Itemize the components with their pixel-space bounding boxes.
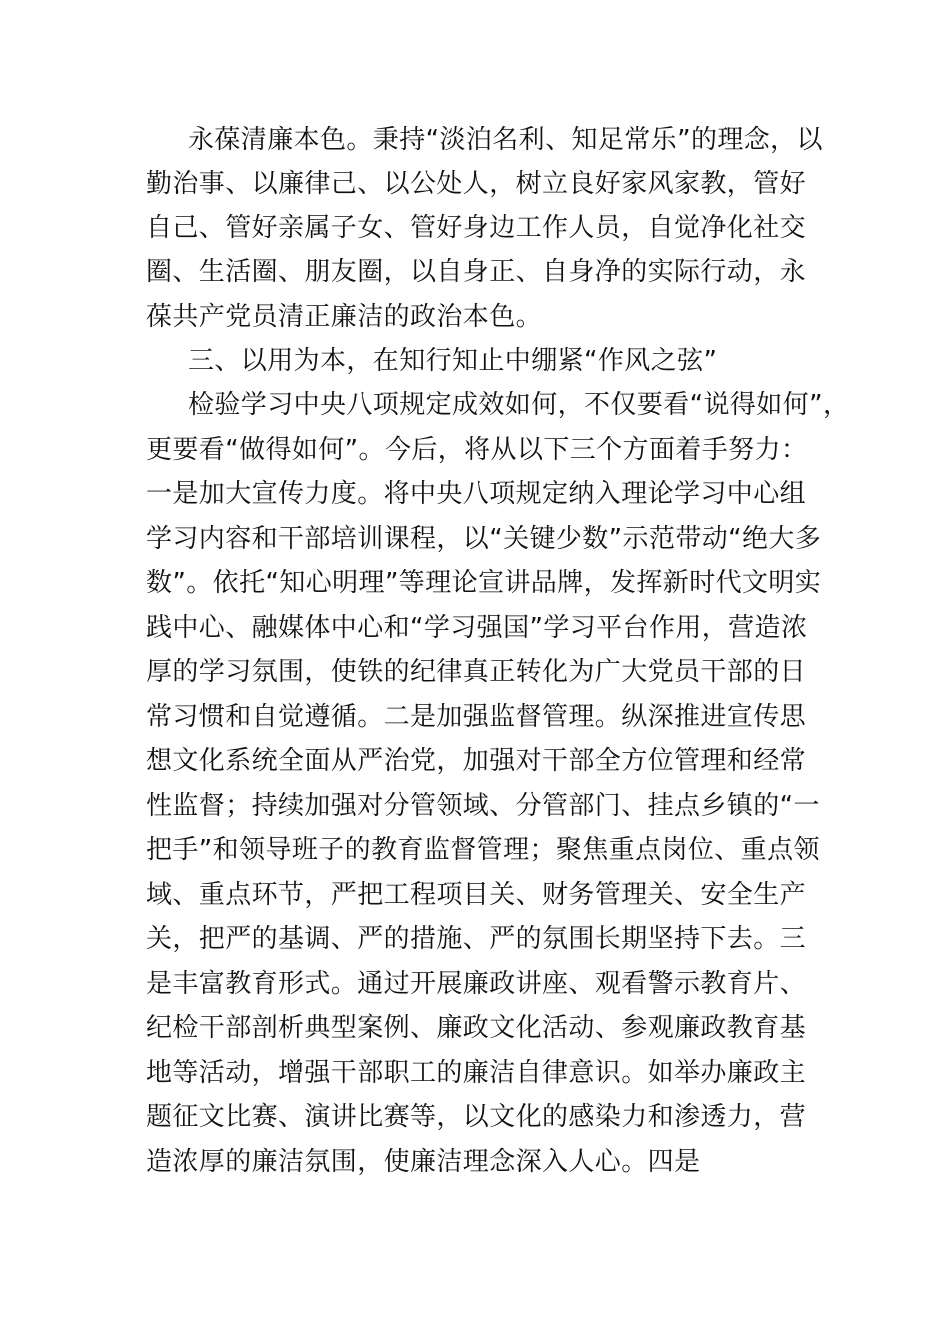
text-line: 域、重点环节，严把工程项目关、财务管理关、安全生产 <box>146 880 807 910</box>
text-line: 厚的学习氛围，使铁的纪律真正转化为广大党员干部的日 <box>146 657 807 687</box>
text-line: 永葆清廉本色。秉持“淡泊名利、知足常乐”的理念，以 <box>188 125 823 155</box>
text-line: 纪检干部剖析典型案例、廉政文化活动、参观廉政教育基 <box>146 1013 807 1043</box>
text-line: 把手”和领导班子的教育监督管理；聚焦重点岗位、重点领 <box>146 835 820 865</box>
text-line: 勤治事、以廉律己、以公处人，树立良好家风家教，管好 <box>146 169 807 199</box>
text-line: 检验学习中央八项规定成效如何，不仅要看“说得如何”， <box>188 390 850 420</box>
text-line: 常习惯和自觉遵循。二是加强监督管理。纵深推进宣传思 <box>146 702 807 732</box>
text-line: 想文化系统全面从严治党，加强对干部全方位管理和经常 <box>146 746 807 776</box>
text-line: 性监督；持续加强对分管领域、分管部门、挂点乡镇的“一 <box>146 791 820 821</box>
text-line: 更要看“做得如何”。今后，将从以下三个方面着手努力： <box>146 435 808 465</box>
text-line: 学习内容和干部培训课程，以“关键少数”示范带动“绝大多 <box>146 524 822 554</box>
text-line: 葆共产党员清正廉洁的政治本色。 <box>146 302 543 332</box>
section-heading: 三、以用为本，在知行知止中绷紧“作风之弦” <box>188 346 718 376</box>
text-line: 数”。依托“知心明理”等理论宣讲品牌，发挥新时代文明实 <box>146 568 822 598</box>
text-line: 一是加大宣传力度。将中央八项规定纳入理论学习中心组 <box>146 479 807 509</box>
text-line: 是丰富教育形式。通过开展廉政讲座、观看警示教育片、 <box>146 969 807 999</box>
text-line: 地等活动，增强干部职工的廉洁自律意识。如举办廉政主 <box>146 1058 807 1088</box>
text-line: 关，把严的基调、严的措施、严的氛围长期坚持下去。三 <box>146 924 807 954</box>
text-line: 题征文比赛、演讲比赛等，以文化的感染力和渗透力，营 <box>146 1102 807 1132</box>
text-line: 造浓厚的廉洁氛围，使廉洁理念深入人心。四是 <box>146 1147 701 1177</box>
text-line: 践中心、融媒体中心和“学习强国”学习平台作用，营造浓 <box>146 613 808 643</box>
text-line: 圈、生活圈、朋友圈，以自身正、自身净的实际行动，永 <box>146 257 807 287</box>
text-line: 自己、管好亲属子女、管好身边工作人员，自觉净化社交 <box>146 213 807 243</box>
